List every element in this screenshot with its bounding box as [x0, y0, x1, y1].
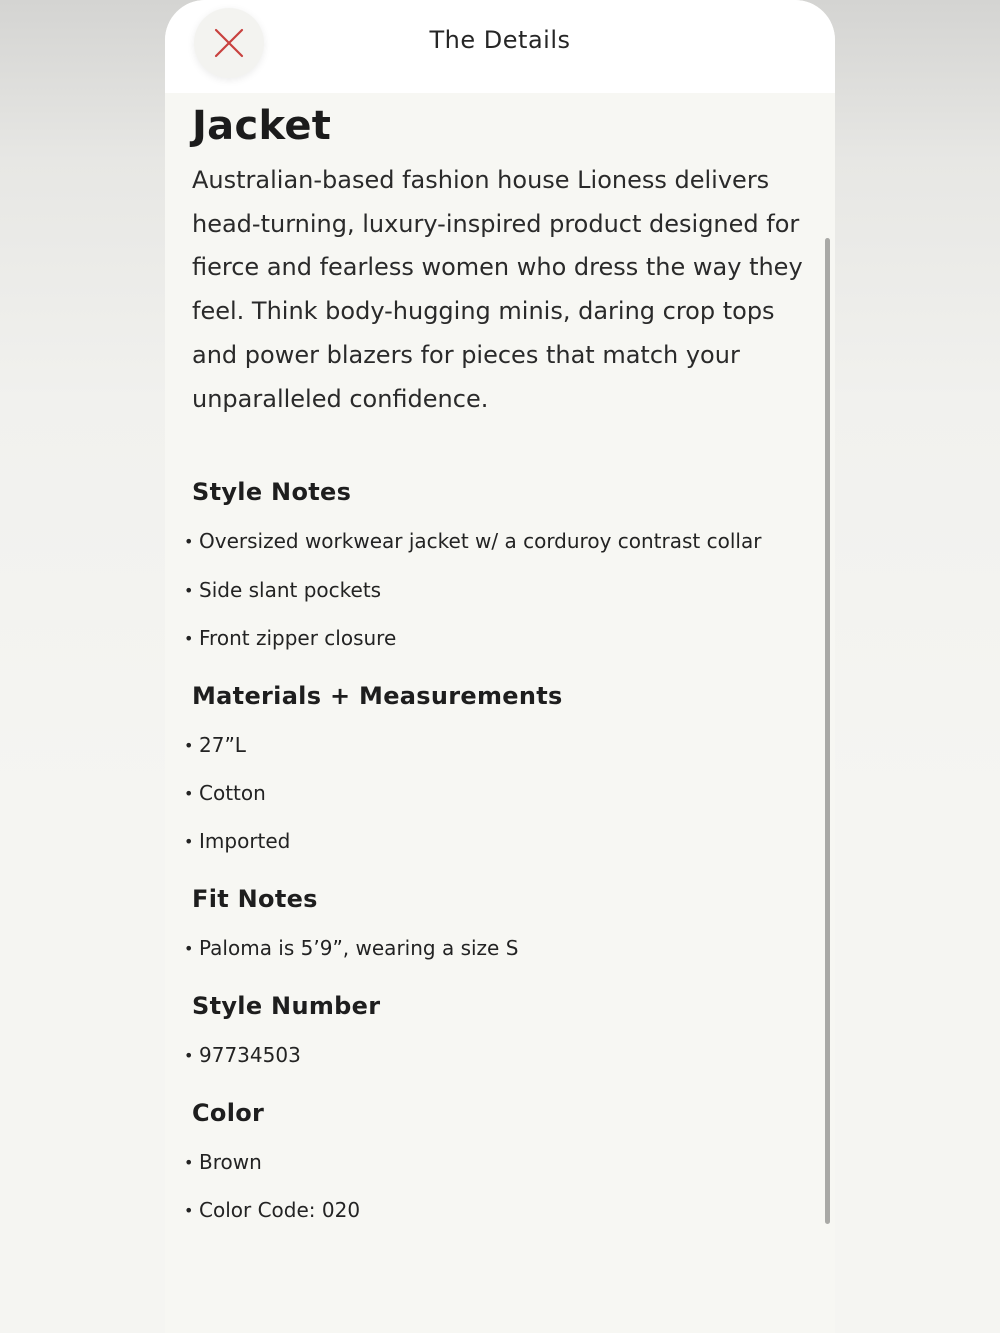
product-description: Australian-based fashion house Lioness delivers head-turning, luxury-inspired product designed for fierce and fearless women who dress the way they feel. Think body-hugging minis, daring crop tops and power blazers for pieces that match your unparalleled confidence.: [192, 166, 803, 413]
list-item-text: Oversized workwear jacket w/ a corduroy contrast collar: [199, 529, 762, 554]
style-notes-list: [184, 524, 812, 656]
list-item-text: Imported: [199, 829, 291, 854]
list-item-text: 97734503: [199, 1043, 301, 1068]
color-heading: Color: [192, 1099, 265, 1128]
fit-notes-heading: Fit Notes: [192, 885, 318, 914]
bullet: •: [184, 736, 194, 756]
list-item-text: Brown: [199, 1150, 262, 1175]
scrollbar[interactable]: [825, 238, 830, 1224]
materials-heading: Materials + Measurements: [192, 682, 563, 711]
bullet: •: [184, 581, 194, 601]
style-number-list: [184, 1038, 812, 1073]
bullet: •: [184, 629, 194, 649]
list-item: [184, 573, 812, 608]
list-item: [184, 524, 812, 559]
list-item: [184, 621, 812, 656]
list-item: [184, 931, 812, 966]
list-item: [184, 776, 812, 811]
product-title: Jacket: [192, 103, 332, 149]
details-content: [184, 93, 812, 1228]
list-item: [184, 728, 812, 763]
bullet: •: [184, 1046, 194, 1066]
list-item: [184, 1038, 812, 1073]
color-list: [184, 1145, 812, 1228]
sheet-title: The Details: [429, 26, 571, 54]
bullet: •: [184, 1153, 194, 1173]
list-item: [184, 1193, 812, 1228]
details-sheet: [165, 0, 835, 1333]
list-item-text: Cotton: [199, 781, 266, 806]
list-item-text: Side slant pockets: [199, 578, 382, 603]
bullet: •: [184, 1201, 194, 1221]
list-item-text: Front zipper closure: [199, 626, 397, 651]
sheet-header: [165, 0, 835, 93]
list-item-text: Color Code: 020: [199, 1198, 361, 1223]
list-item-text: 27”L: [199, 733, 246, 758]
list-item: [184, 824, 812, 859]
style-notes-heading: Style Notes: [192, 478, 352, 507]
bullet: •: [184, 784, 194, 804]
list-item: [184, 1145, 812, 1180]
style-number-heading: Style Number: [192, 992, 381, 1021]
bullet: •: [184, 939, 194, 959]
fit-notes-list: [184, 931, 812, 966]
bullet: •: [184, 832, 194, 852]
bullet: •: [184, 532, 194, 552]
list-item-text: Paloma is 5’9”, wearing a size S: [199, 936, 519, 961]
materials-list: [184, 728, 812, 859]
